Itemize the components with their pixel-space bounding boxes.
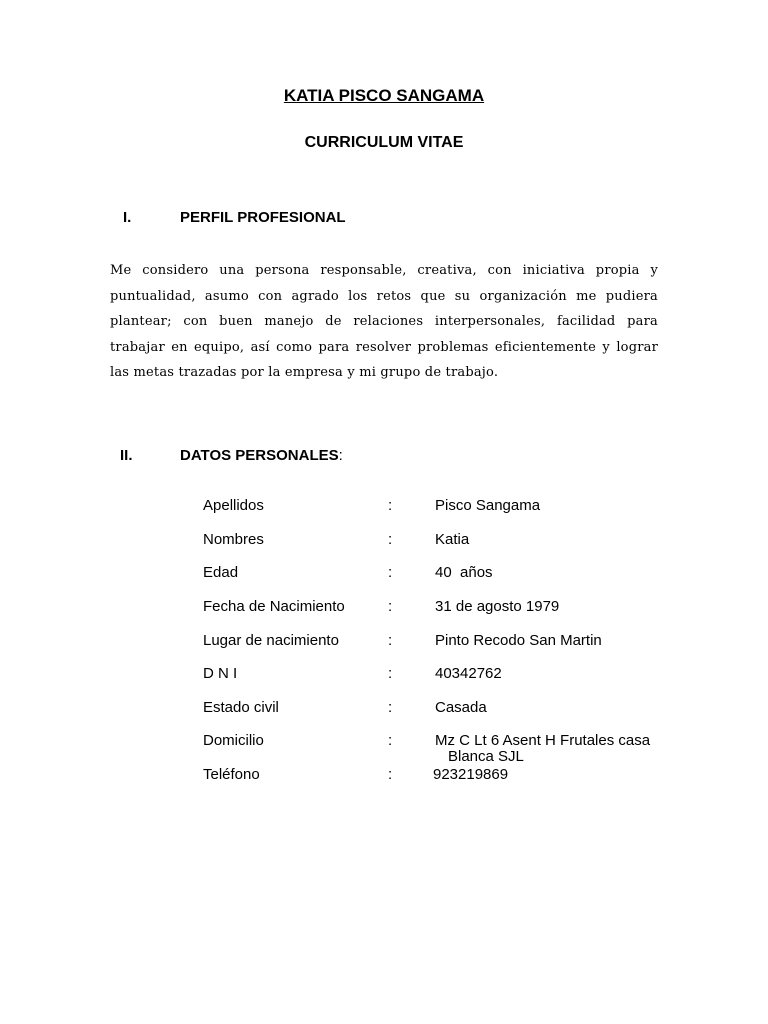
person-name: KATIA PISCO SANGAMA <box>283 86 485 105</box>
field-separator: : <box>388 497 393 514</box>
field-separator: : <box>388 732 393 749</box>
section-title-colon: : <box>338 447 343 464</box>
field-separator: : <box>388 665 393 682</box>
data-row-nombres <box>0 531 768 551</box>
field-value: 31 de agosto 1979 <box>435 598 560 615</box>
field-label: Domicilio <box>203 732 264 749</box>
field-value-continuation: Blanca SJL <box>448 748 524 765</box>
data-row-estado-civil <box>0 699 768 719</box>
field-value: Casada <box>435 699 487 716</box>
section-number-2: II. <box>120 447 133 464</box>
field-label: D N I <box>203 665 238 682</box>
document-title: CURRICULUM VITAE <box>304 134 464 151</box>
field-label: Nombres <box>203 531 264 548</box>
section-title-perfil: PERFIL PROFESIONAL <box>180 209 346 226</box>
field-label: Lugar de nacimiento <box>203 632 339 649</box>
data-row-fecha-nacimiento <box>0 598 768 618</box>
section-number-1: I. <box>123 209 132 226</box>
field-value: Pinto Recodo San Martin <box>435 632 602 649</box>
field-separator: : <box>388 564 393 581</box>
data-row-edad <box>0 564 768 584</box>
data-row-lugar-nacimiento <box>0 632 768 652</box>
data-row-telefono <box>0 766 768 786</box>
field-label: Edad <box>203 564 239 581</box>
field-value: 40342762 <box>435 665 502 682</box>
field-label: Apellidos <box>203 497 264 514</box>
field-value: 40 años <box>435 564 493 581</box>
data-row-apellidos <box>0 497 768 517</box>
field-value: 923219869 <box>433 766 509 783</box>
section-title-datos <box>180 447 343 464</box>
field-separator: : <box>388 531 393 548</box>
field-separator: : <box>388 598 393 615</box>
profile-paragraph: Me considero una persona responsable, creativa, con iniciativa propia y puntualidad, asumo con agrado los retos que su organización me pudiera plantear; con buen manejo de relaciones interpersonales, facilidad para trabajar en equipo, así como para resolver problemas eficientemente y lograr las metas trazadas por la empresa y mi grupo de trabajo. <box>110 263 658 380</box>
field-label: Teléfono <box>203 766 260 783</box>
field-value: Katia <box>435 531 470 548</box>
field-separator: : <box>388 766 393 783</box>
section-title-datos-text: DATOS PERSONALES <box>180 447 339 464</box>
field-value: Pisco Sangama <box>435 497 541 514</box>
field-value: Mz C Lt 6 Asent H Frutales casa <box>435 732 651 749</box>
field-label: Estado civil <box>203 699 279 716</box>
field-label: Fecha de Nacimiento <box>203 598 345 615</box>
field-separator: : <box>388 699 393 716</box>
field-separator: : <box>388 632 393 649</box>
data-row-domicilio <box>0 732 768 752</box>
data-row-dni <box>0 665 768 685</box>
